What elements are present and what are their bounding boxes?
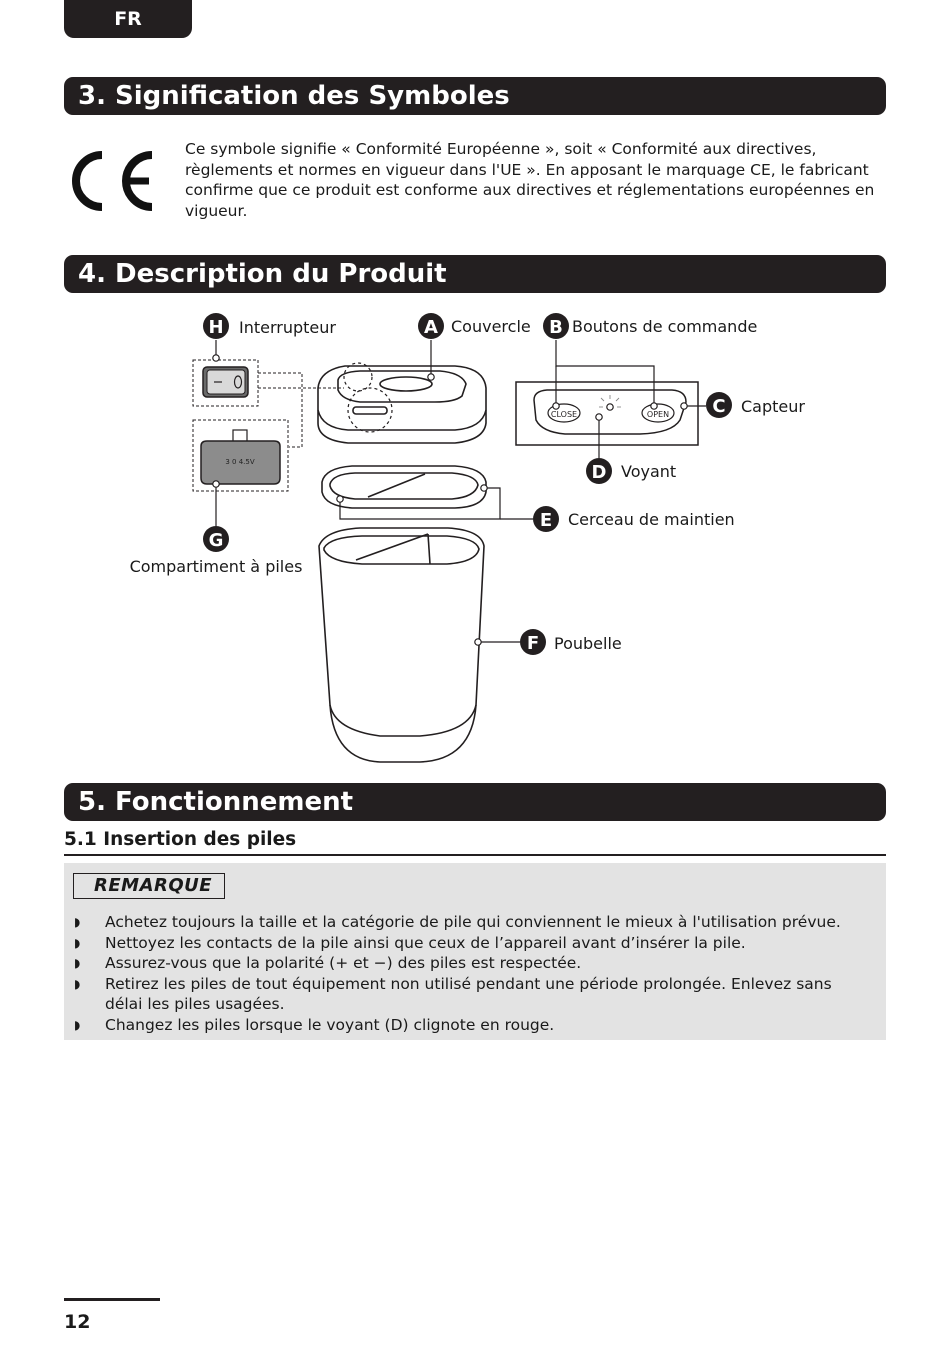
callout-letter: H xyxy=(208,317,224,338)
retaining-ring-illustration xyxy=(322,466,486,508)
bullet-icon: ◗ xyxy=(74,935,81,950)
callout-G xyxy=(130,526,303,576)
callout-D xyxy=(586,458,676,484)
note-text: Changez les piles lorsque le voyant (D) clignote en rouge. xyxy=(105,1015,555,1034)
section-3-title: 3. Signification des Symboles xyxy=(64,77,886,115)
note-text: Assurez-vous que la polarité (+ et −) des piles est respectée. xyxy=(105,954,582,972)
section-5-title: 5. Fonctionnement xyxy=(64,783,886,821)
product-diagram xyxy=(0,300,950,775)
lid-illustration xyxy=(318,363,486,443)
callout-E xyxy=(533,506,735,532)
callout-letter: C xyxy=(712,396,726,417)
battery-compartment-illustration xyxy=(193,420,288,491)
label-couvercle: Couvercle xyxy=(451,317,531,336)
callout-letter: A xyxy=(424,317,438,338)
label-cerceau: Cerceau de maintien xyxy=(568,510,735,529)
callout-letter: G xyxy=(208,530,224,551)
note-text: Nettoyez les contacts de la pile ainsi que ceux de l’appareil avant d’insérer la pile. xyxy=(105,933,746,952)
control-panel-detail xyxy=(516,382,698,445)
subsection-title: 5.1 Insertion des piles xyxy=(64,827,886,856)
note-text: Achetez toujours la taille et la catégorie de pile qui conviennent le mieux à l'utilisation prévue. xyxy=(105,913,841,931)
note-box xyxy=(64,863,886,1040)
list-item xyxy=(64,953,886,974)
panel-close-label: CLOSE xyxy=(550,410,578,419)
callout-A xyxy=(418,313,531,339)
label-boutons: Boutons de commande xyxy=(572,317,758,336)
language-tab: FR xyxy=(64,0,192,38)
note-text: Retirez les piles de tout équipement non utilisé pendant une période prolongée. Enlevez sans délai les piles usagées. xyxy=(105,974,832,1013)
bin-illustration xyxy=(319,528,484,762)
bullet-icon: ◗ xyxy=(74,1017,81,1032)
bullet-icon: ◗ xyxy=(74,915,81,929)
callout-letter: F xyxy=(526,633,540,654)
list-item xyxy=(64,1015,886,1036)
ce-description: Ce symbole signifie « Conformité Européenne », soit « Conformité aux directives, règlements et normes en vigueur dans l'UE ». En apposant le marquage CE, le fabricant confirme que ce produit est conforme aux directives et réglementations européennes en vigueur. xyxy=(185,140,875,220)
callout-letter: B xyxy=(549,317,563,338)
bullet-icon: ◗ xyxy=(74,976,81,991)
callout-C xyxy=(706,392,805,418)
list-item xyxy=(64,974,886,1015)
callout-letter: D xyxy=(591,462,607,483)
note-list xyxy=(64,912,886,1035)
note-label: REMARQUE xyxy=(73,873,225,899)
callout-F xyxy=(520,629,622,655)
label-voyant: Voyant xyxy=(621,462,677,481)
panel-open-label: OPEN xyxy=(646,410,670,419)
page-number: 12 xyxy=(64,1311,91,1333)
section-4-title: 4. Description du Produit xyxy=(64,255,886,293)
bullet-icon: ◗ xyxy=(74,956,81,970)
callout-B xyxy=(543,313,757,339)
label-interrupteur: Interrupteur xyxy=(239,318,336,337)
footer-rule xyxy=(64,1298,160,1301)
label-poubelle: Poubelle xyxy=(554,634,622,653)
callout-H xyxy=(203,313,336,339)
list-item xyxy=(64,933,886,954)
battery-marking: 3 0 4.5V xyxy=(225,458,255,466)
list-item xyxy=(64,912,886,933)
callout-letter: E xyxy=(539,510,553,531)
ce-mark-logo xyxy=(66,143,158,219)
label-compartiment: Compartiment à piles xyxy=(129,557,303,576)
label-capteur: Capteur xyxy=(741,397,805,416)
